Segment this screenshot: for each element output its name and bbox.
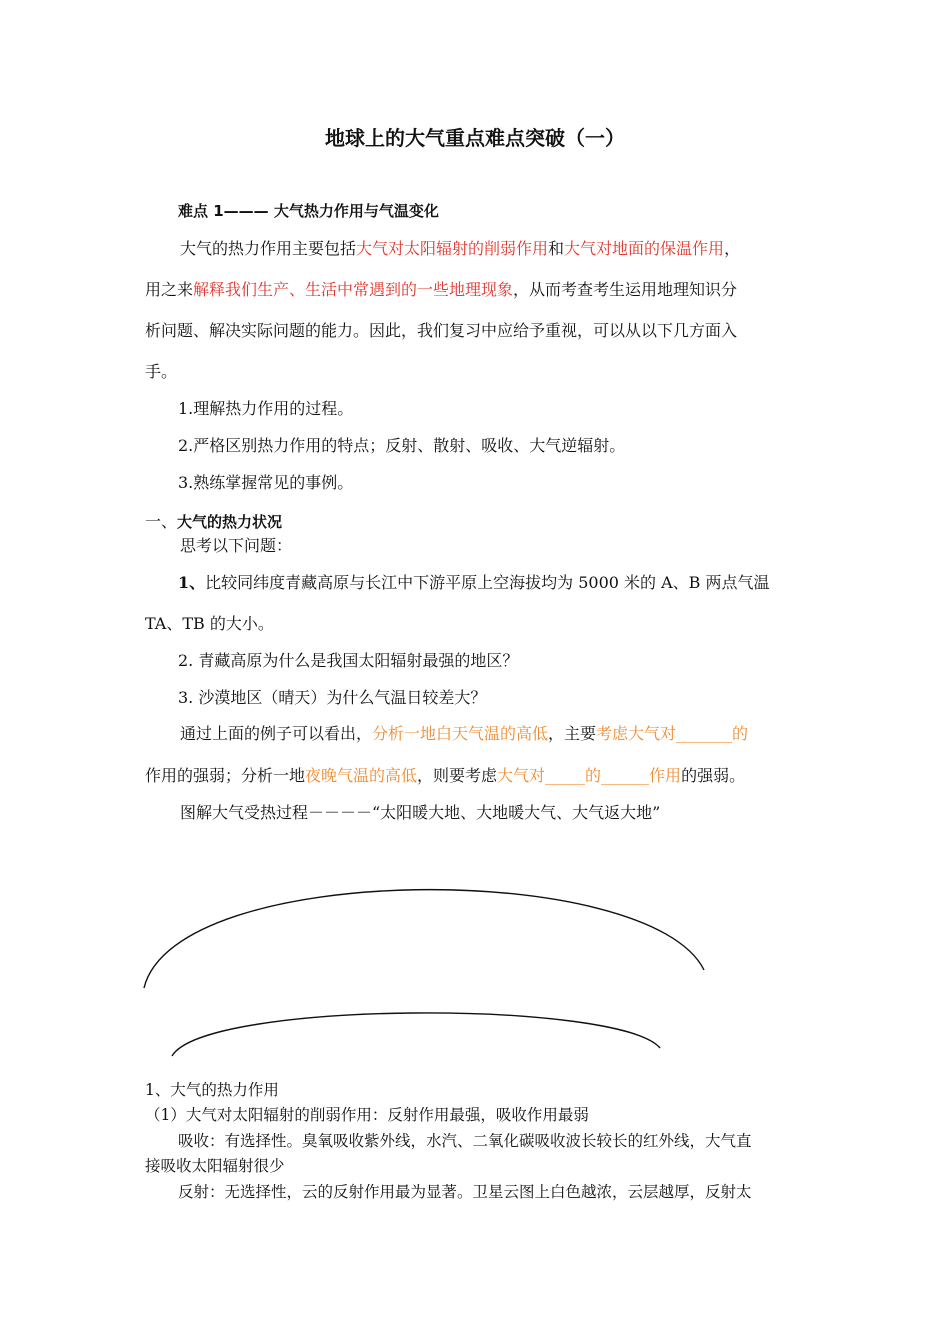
highlight-weakening: 大气对太阳辐射的削弱作用 [356,239,549,258]
question-1-cont: TA、TB 的大小。 [145,614,274,633]
intro-text: 大气的热力作用主要包括 [180,239,357,258]
conclusion-text: ，主要 [548,724,597,743]
intro-line-4: 手。 [145,362,178,381]
point-3: 3.熟练掌握常见的事例。 [178,473,354,492]
question-3: 3. 沙漠地区（晴天）为什么气温日较差大？ [178,688,487,707]
atmosphere-arc-inner [172,1013,660,1056]
intro-text: ，从而考查考生运用地理知识分 [513,280,738,299]
intro-text: 用之来 [145,280,194,299]
question-number: 1、 [178,573,206,592]
section-number: 一、 [145,512,178,531]
absorption-line-1: 吸收：有选择性。臭氧吸收紫外线，水汽、二氧化碳吸收波长较长的红外线，大气直 [178,1132,752,1150]
diagram-caption: 图解大气受热过程－－－－“太阳暖大地、大地暖大气、大气返大地” [180,803,661,822]
atmosphere-arc-outer [144,890,704,988]
effects-sub-1: （1）大气对太阳辐射的削弱作用：反射作用最强，吸收作用最弱 [145,1106,589,1124]
conclusion-text: 作用的强弱；分析一地 [145,766,306,785]
highlight-night: 夜晚气温的高低 [305,766,418,785]
conclusion-text: 的强弱。 [681,766,746,785]
point-1: 1.理解热力作用的过程。 [178,399,354,418]
question-2: 2. 青藏高原为什么是我国太阳辐射最强的地区？ [178,651,519,670]
difficulty-heading: 难点 1——— 大气热力作用与气温变化 [178,202,439,220]
conclusion-text: 通过上面的例子可以看出， [180,724,373,743]
conclusion-text: ，则要考虑 [417,766,498,785]
absorption-line-2: 接吸收太阳辐射很少 [145,1157,285,1175]
blank-night: 大气对_____的______作用 [497,766,682,785]
page-title: 地球上的大气重点难点突破（一） [325,126,625,150]
intro-text: ， [724,239,741,258]
highlight-daytime: 分析一地白天气温的高低 [372,724,549,743]
think-prompt: 思考以下问题： [180,536,293,555]
highlight-insulation: 大气对地面的保温作用 [564,239,725,258]
intro-line-3: 析问题、解决实际问题的能力。因此，我们复习中应给予重视，可以从以下几方面入 [145,321,738,340]
question-text: 比较同纬度青藏高原与长江中下游平原上空海拔均为 5000 米的 A、B 两点气温 [205,573,770,592]
highlight-phenomena: 解释我们生产、生活中常遇到的一些地理现象 [193,280,514,299]
section-title: 大气的热力状况 [177,513,283,531]
blank-day: 考虑大气对_______的 [596,724,749,743]
intro-text: 和 [548,239,565,258]
effects-heading: 1、大气的热力作用 [145,1081,279,1099]
reflection-line-1: 反射：无选择性，云的反射作用最为显著。卫星云图上白色越浓，云层越厚，反射太 [178,1183,752,1201]
point-2: 2.严格区别热力作用的特点；反射、散射、吸收、大气逆辐射。 [178,436,626,455]
